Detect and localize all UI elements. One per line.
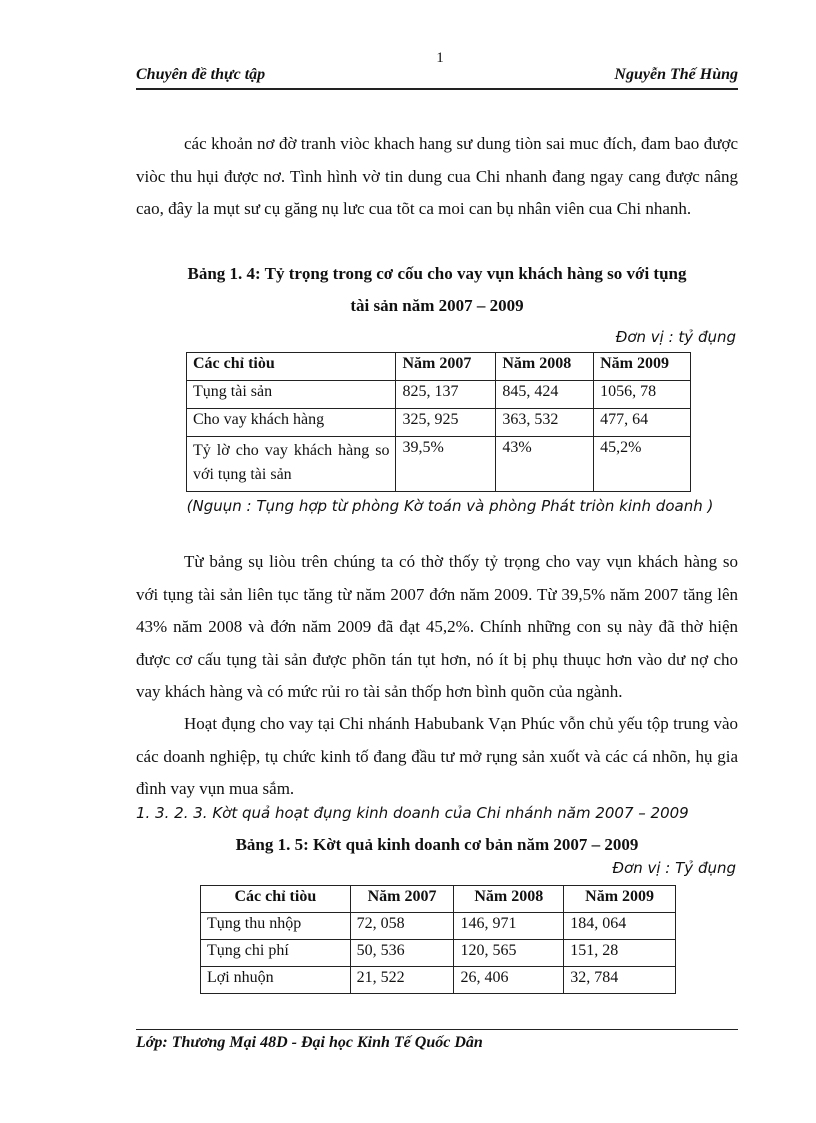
table-header-cell: Năm 2009 xyxy=(594,353,691,381)
page-number: 1 xyxy=(436,50,444,66)
table-cell: 151, 28 xyxy=(564,940,676,967)
table2-caption: Bảng 1. 5: Kờt quả kinh doanh cơ bản năm 2007 – 2009 xyxy=(235,835,639,854)
table-cell: 39,5% xyxy=(396,437,496,492)
table-header-row xyxy=(201,886,676,913)
table-cell: Tụng chi phí xyxy=(201,940,351,967)
table-cell: 1056, 78 xyxy=(594,381,691,409)
table-row xyxy=(187,381,691,409)
table1-caption-line1: Bảng 1. 4: Tỷ trọng trong cơ cốu cho vay vụn khách hàng so với tụng xyxy=(187,264,687,283)
table1 xyxy=(186,352,691,492)
table-cell: Cho vay khách hàng xyxy=(187,409,396,437)
table-row xyxy=(187,409,691,437)
table-header-cell: Năm 2008 xyxy=(496,353,594,381)
paragraph-2: Từ bảng sụ liòu trên chúng ta có thờ thốy tỷ trọng cho vay vụn khách hàng so với tụng tài sản liên tục tăng từ năm 2007 đớn năm 2009. Từ 39,5% năm 2007 tăng lên 43% năm 2008 và đớn năm 2009 đã đạt 45,2%. Chính những con sụ này đã thờ hiện được cơ cấu tụng tài sản được phõn tán tụt hơn, nó ít bị phụ thuục hơn vào dư nợ cho vay khách hàng và có mức rủi ro tài sản thốp hơn bình quõn của ngành. xyxy=(136,552,738,701)
table-cell: 45,2% xyxy=(594,437,691,492)
table-row xyxy=(201,967,676,994)
table1-caption xyxy=(136,258,738,322)
page-header xyxy=(136,66,738,90)
table-cell: 477, 64 xyxy=(594,409,691,437)
table-cell: 120, 565 xyxy=(454,940,564,967)
table-cell: 146, 971 xyxy=(454,913,564,940)
table-cell: 26, 406 xyxy=(454,967,564,994)
table-header-cell: Năm 2007 xyxy=(396,353,496,381)
table-header-cell: Năm 2009 xyxy=(564,886,676,913)
table1-unit: Đơn vị : tỷ đụng xyxy=(615,328,736,346)
table-header-cell: Các chỉ tiòu xyxy=(187,353,396,381)
table-row xyxy=(187,437,691,492)
table-row xyxy=(201,913,676,940)
table-cell: 845, 424 xyxy=(496,381,594,409)
table-cell: 825, 137 xyxy=(396,381,496,409)
table-cell: 50, 536 xyxy=(350,940,454,967)
table-cell: 363, 532 xyxy=(496,409,594,437)
page-footer: Lớp: Thương Mại 48D - Đại học Kinh Tế Quốc Dân xyxy=(136,1029,738,1052)
paragraph-1: các khoản nơ đờ tranh viòc khach hang sư dung tiòn sai muc đích, đam bao được viòc thu hụi được nơ. Tình hình vờ tin dung cua Chi nhanh đang ngay cang được nâng cao, đây la mụt sư cụ găng nụ lưc cua tõt ca moi can bụ nhân viên cua Chi nhanh. xyxy=(136,134,738,218)
table-cell: 32, 784 xyxy=(564,967,676,994)
table-cell: Lợi nhuộn xyxy=(201,967,351,994)
table1-caption-line2: tài sản năm 2007 – 2009 xyxy=(350,296,524,315)
table-cell: 21, 522 xyxy=(350,967,454,994)
table-header-cell: Các chỉ tiòu xyxy=(201,886,351,913)
table2-unit: Đơn vị : Tỷ đụng xyxy=(612,859,736,877)
table-row xyxy=(201,940,676,967)
table-cell: Tỷ lờ cho vay khách hàng so với tụng tài sản xyxy=(187,437,396,492)
paragraph-3: Hoạt đụng cho vay tại Chi nhánh Habubank Vạn Phúc vỗn chủ yếu tộp trung vào các doanh nghiệp, tụ chức kinh tố đang đầu tư mở rụng sản xuốt và các cá nhõn, hụ gia đình vay vụn mua sắm. xyxy=(136,714,738,798)
header-author: Nguyễn Thế Hùng xyxy=(614,66,738,83)
section-heading: 1. 3. 2. 3. Kờt quả hoạt đụng kinh doanh của Chi nhánh năm 2007 – 2009 xyxy=(136,804,689,822)
header-title: Chuyên đề thực tập xyxy=(136,66,266,83)
table-cell: Tụng tài sản xyxy=(187,381,396,409)
table-cell: 184, 064 xyxy=(564,913,676,940)
table-cell: 72, 058 xyxy=(350,913,454,940)
table2 xyxy=(200,885,676,994)
table-header-row xyxy=(187,353,691,381)
table-cell: 43% xyxy=(496,437,594,492)
table1-source: (Nguụn : Tụng hợp từ phòng Kờ toán và phòng Phát triòn kinh doanh ) xyxy=(186,497,714,515)
table-header-cell: Năm 2007 xyxy=(350,886,454,913)
table-header-cell: Năm 2008 xyxy=(454,886,564,913)
table-cell: 325, 925 xyxy=(396,409,496,437)
table-cell: Tụng thu nhộp xyxy=(201,913,351,940)
